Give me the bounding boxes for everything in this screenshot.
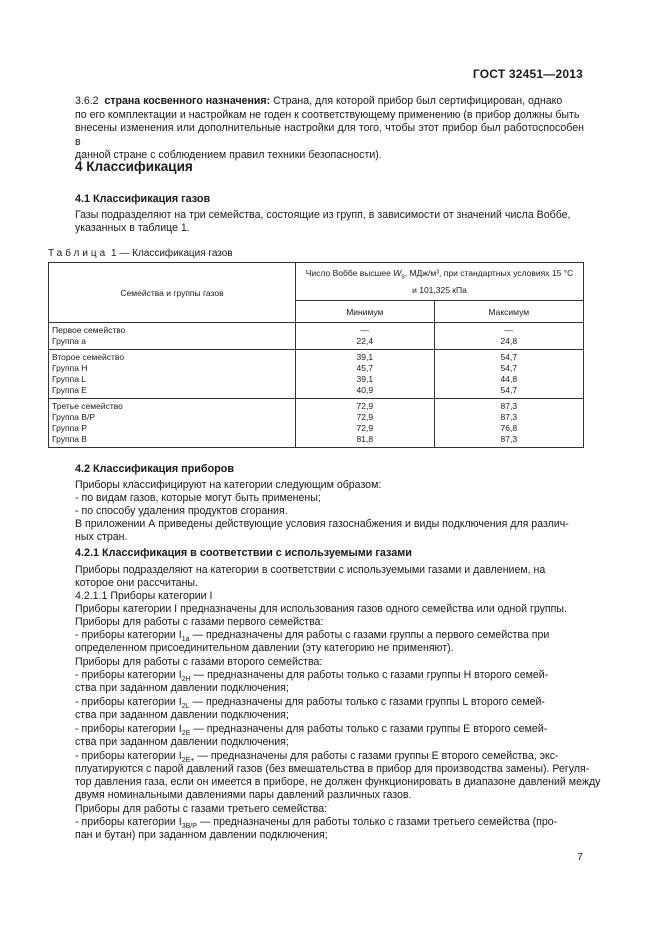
list-item: - по способу удаления продуктов сгорания. bbox=[75, 505, 288, 517]
paragraph-line: тор давления газа, если он имеется в приборе, не должен функционировать в диапазоне давлений между bbox=[75, 776, 601, 788]
wobbe-header-text: , МДж/м³, при стандартных условиях 15 °С bbox=[404, 268, 574, 279]
list-item-text: - приборы категории I bbox=[75, 816, 182, 828]
list-item-text: — предназначены для работы только с газами группы Е второго семей- bbox=[190, 723, 548, 735]
group-name: Группа В/Р bbox=[52, 412, 96, 422]
table-header-families: Семейства и группы газов bbox=[49, 263, 296, 323]
list-item-text: - приборы категории I bbox=[75, 750, 182, 762]
wobbe-symbol: W bbox=[393, 268, 402, 279]
category-subscript: 1a bbox=[181, 636, 190, 644]
paragraph-line: плуатируются с парой давлений газов (без вмешательства в прибор для производства замены). Регуля- bbox=[75, 763, 590, 775]
group-name: Группа Р bbox=[52, 423, 87, 433]
table-cell-min bbox=[296, 399, 435, 448]
table-header-wobbe bbox=[296, 263, 584, 301]
max-value: 54,7 bbox=[500, 385, 518, 395]
category-subscript: 2E bbox=[181, 730, 191, 738]
list-item-text: — предназначены для работы только с газами группы Н второго семей- bbox=[190, 669, 549, 681]
table-header-row bbox=[49, 263, 584, 301]
max-value: 24,8 bbox=[500, 336, 518, 346]
table-cell-names bbox=[49, 350, 296, 399]
list-item: - по видам газов, которые могут быть применены; bbox=[75, 492, 321, 504]
min-value: 40,9 bbox=[356, 385, 374, 395]
paragraph-line: пан и бутан) при заданном давлении подключения; bbox=[75, 829, 328, 841]
table-cell-min bbox=[296, 350, 435, 399]
table-cell-names bbox=[49, 399, 296, 448]
category-subscript: 2E+ bbox=[181, 757, 195, 765]
group-name: Группа Е bbox=[52, 385, 87, 395]
table-caption-label: Таблица bbox=[48, 248, 109, 259]
min-value: 72,9 bbox=[356, 423, 374, 433]
max-value: 87,3 bbox=[500, 401, 518, 411]
section-heading-4: 4 Классификация bbox=[75, 159, 193, 174]
paragraph-line: В приложении А приведены действующие условия газоснабжения и виды подключения для различ- bbox=[75, 518, 569, 530]
paragraph-line: Приборы для работы с газами второго семейства: bbox=[75, 656, 323, 668]
gas-classification-table bbox=[48, 262, 584, 448]
paragraph-line: двумя номинальными давлениями пары давлений различных газов. bbox=[75, 789, 412, 801]
min-value: 45,7 bbox=[356, 363, 374, 373]
max-value: 54,7 bbox=[500, 363, 518, 373]
min-value: 39,1 bbox=[356, 352, 374, 362]
paragraph-line: Приборы категории I предназначены для использования газов одного семейства или одной группы. bbox=[75, 603, 567, 615]
section-heading-4-2-1: 4.2.1 Классификация в соответствии с используемыми газами bbox=[75, 547, 412, 559]
group-name: Группа а bbox=[52, 336, 87, 346]
subsection-heading-4-2-1-1: 4.2.1.1 Приборы категории I bbox=[75, 590, 213, 602]
table-cell-max bbox=[434, 323, 583, 350]
paragraph-line: ства при заданном давлении подключения; bbox=[75, 682, 289, 694]
paragraph-line: определенном присоединительном давлении (эту категорию не применяют). bbox=[75, 642, 454, 654]
family-name: Первое семейство bbox=[52, 325, 126, 335]
max-value: 76,8 bbox=[500, 423, 518, 433]
paragraph-line: ства при заданном давлении подключения; bbox=[75, 709, 289, 721]
max-value: 87,3 bbox=[500, 412, 518, 422]
section-heading-4-1: 4.1 Классификация газов bbox=[75, 193, 211, 205]
list-item-text: - приборы категории I bbox=[75, 723, 182, 735]
list-item-text: — предназначены для работы только с газами группы L второго семей- bbox=[189, 696, 545, 708]
list-item-text: — предназначены для работы только с газами третьего семейства (про- bbox=[196, 816, 558, 828]
paragraph-line: Приборы для работы с газами первого семейства: bbox=[75, 616, 324, 628]
paragraph-line: внесены изменения или дополнительные настройки для того, чтобы этот прибор был работоспособен в bbox=[75, 122, 584, 148]
category-subscript: 3B/P bbox=[181, 823, 197, 831]
table-row-family-1 bbox=[49, 323, 584, 350]
list-item-text: — предназначены для работы с газами группы а первого семейства при bbox=[189, 629, 550, 641]
family-name: Второе семейство bbox=[52, 352, 125, 362]
wobbe-header-text: Число Воббе высшее bbox=[305, 268, 394, 279]
term-bold: страна косвенного назначения: bbox=[104, 95, 271, 107]
paragraph-line: данной стране с соблюдением правил техники безопасности). bbox=[75, 149, 382, 161]
paragraph-line: Приборы для работы с газами третьего семейства: bbox=[75, 803, 328, 815]
paragraph-line bbox=[75, 95, 584, 109]
min-value: 72,9 bbox=[356, 412, 374, 422]
group-name: Группа В bbox=[52, 434, 87, 444]
paragraph-line: по его комплектации и настройкам не годен к соответствующему применению (в прибор должны быть bbox=[75, 108, 580, 121]
max-value: 87,3 bbox=[500, 434, 518, 444]
min-value: 81,8 bbox=[356, 434, 374, 444]
table-header-max: Максимум bbox=[434, 301, 583, 323]
paragraph-text: Страна, для которой прибор был сертифицирован, однако bbox=[270, 95, 563, 107]
table-row-family-3 bbox=[49, 399, 584, 448]
paragraph-line: указанных в таблице 1. bbox=[75, 222, 190, 234]
group-name: Группа Н bbox=[52, 363, 88, 373]
category-subscript: 2L bbox=[181, 703, 190, 711]
paragraph-line: Приборы подразделяют на категории в соответствии с используемыми газами и давлением, на bbox=[75, 564, 546, 576]
max-value: 44,8 bbox=[500, 374, 518, 384]
min-value: 39,1 bbox=[356, 374, 374, 384]
table-cell-names bbox=[49, 323, 296, 350]
paragraph-line: ства при заданном давлении подключения; bbox=[75, 736, 289, 748]
list-item-text: - приборы категории I bbox=[75, 669, 182, 681]
paragraph-3-6-2 bbox=[75, 95, 584, 163]
paragraph-line: которое они рассчитаны. bbox=[75, 577, 198, 589]
min-value: — bbox=[360, 325, 370, 335]
table-header-min: Минимум bbox=[296, 301, 435, 323]
table-cell-max bbox=[434, 350, 583, 399]
table-caption bbox=[48, 248, 233, 259]
wobbe-subscript: s bbox=[401, 273, 405, 281]
max-value: 54,7 bbox=[500, 352, 518, 362]
page-number: 7 bbox=[577, 851, 583, 863]
list-item-text: - приборы категории I bbox=[75, 696, 182, 708]
min-value: 72,9 bbox=[356, 401, 374, 411]
group-name: Группа L bbox=[52, 374, 87, 384]
list-item-text: - приборы категории I bbox=[75, 629, 182, 641]
max-value: — bbox=[504, 325, 514, 335]
min-value: 22,4 bbox=[356, 336, 374, 346]
table-cell-max bbox=[434, 399, 583, 448]
table-row-family-2 bbox=[49, 350, 584, 399]
paragraph-line: Приборы классифицируют на категории следующим образом: bbox=[75, 479, 382, 491]
wobbe-header-text: и 101,325 кПа bbox=[412, 284, 467, 295]
clause-number: 3.6.2 bbox=[75, 95, 99, 107]
family-name: Третье семейство bbox=[52, 401, 123, 411]
table-caption-title: 1 — Классификация газов bbox=[108, 248, 233, 259]
section-heading-4-2: 4.2 Классификация приборов bbox=[75, 463, 235, 475]
document-header-id: ГОСТ 32451—2013 bbox=[472, 67, 583, 81]
category-subscript: 2H bbox=[181, 676, 191, 684]
paragraph-line: Газы подразделяют на три семейства, состоящие из групп, в зависимости от значений числа Воббе, bbox=[75, 209, 571, 221]
table-cell-min bbox=[296, 323, 435, 350]
paragraph-line: ных стран. bbox=[75, 531, 128, 543]
list-item-text: — предназначены для работы с газами группы Е второго семейства, экс- bbox=[194, 750, 559, 762]
